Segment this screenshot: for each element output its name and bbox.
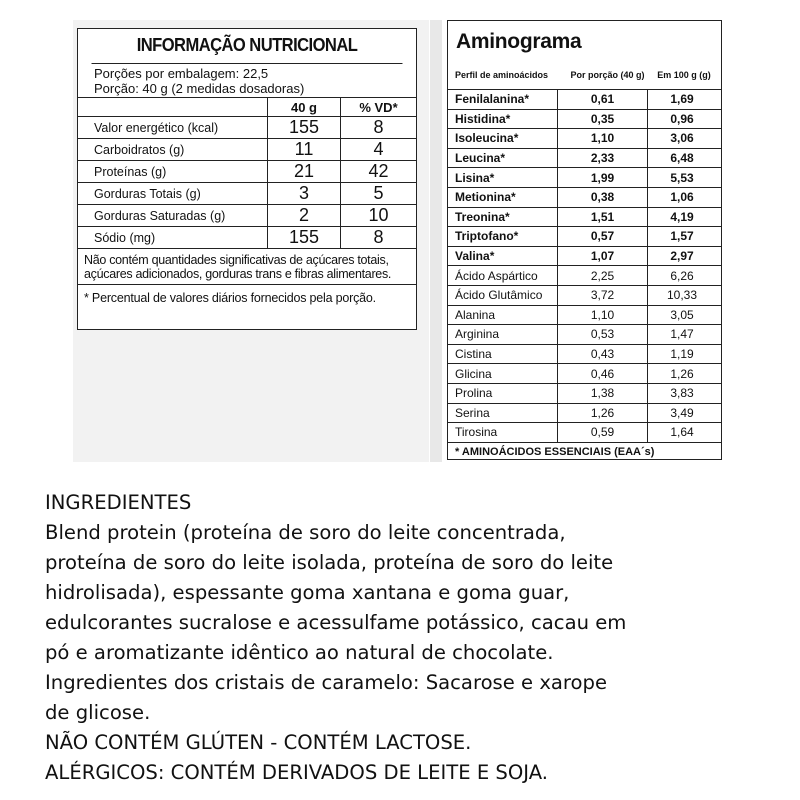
- amino-portion: 1,51: [558, 208, 648, 227]
- amino-per-100g: 0,96: [670, 111, 694, 126]
- nutrition-row: [78, 161, 416, 183]
- ingredients-line: hidrolisada), espessante goma xantana e goma guar,: [45, 581, 570, 604]
- amino-row: [448, 306, 721, 326]
- nutrition-row: [78, 227, 416, 249]
- amino-row: [448, 286, 721, 306]
- portions-per-package: Porções por embalagem: 22,5: [94, 66, 269, 81]
- amino-per-100g: 3,49: [670, 405, 694, 420]
- portion-size: Porção: 40 g (2 medidas dosadoras): [94, 81, 305, 96]
- nutrient-vd: 8: [341, 227, 417, 249]
- ingredients-line: Ingredientes dos cristais de caramelo: Sacarose e xarope: [45, 671, 608, 694]
- amino-name: Arginina: [448, 325, 558, 344]
- nutrient-vd: 42: [341, 161, 417, 183]
- nutrition-facts-table: [77, 28, 417, 330]
- aminogram-footnote: * AMINOÁCIDOS ESSENCIAIS (EAA´s): [455, 445, 655, 458]
- amino-row: [448, 423, 721, 443]
- amino-per-100g: 4,19: [670, 209, 694, 224]
- nutrient-vd: 5: [341, 183, 417, 205]
- nutrient-label: Carboidratos (g): [78, 139, 268, 161]
- amino-portion: 1,99: [558, 168, 648, 187]
- amino-row: [448, 168, 721, 188]
- amino-per-100g: 1,06: [670, 190, 694, 205]
- amino-per-100g: 1,64: [670, 425, 694, 440]
- nutrition-portions: [78, 64, 416, 98]
- col-100g-header: Em 100 g (g): [657, 70, 711, 80]
- nutrient-vd: 8: [341, 117, 417, 139]
- amino-name: Valina*: [448, 247, 558, 266]
- amino-name: Leucina*: [448, 149, 558, 168]
- ingredients-line: de glicose.: [45, 701, 151, 724]
- nutrition-insignificant-note: Não contém quantidades significativas de açúcares totais, açúcares adicionados, gorduras trans e fibras alimentares.: [78, 249, 416, 285]
- nutrition-percent-note: * Percentual de valores diários fornecidos pela porção.: [84, 291, 376, 305]
- amino-name: Treonina*: [448, 208, 558, 227]
- amino-row: [448, 384, 721, 404]
- amino-per-100g: 10,33: [666, 288, 698, 303]
- amino-per-100g: 1,69: [670, 92, 694, 107]
- nutrition-header-blank: [78, 98, 268, 117]
- amino-per-100g: 6,26: [670, 268, 694, 283]
- amino-name: Histidina*: [448, 110, 558, 129]
- amino-per-100g: 1,47: [670, 327, 694, 342]
- amino-portion: 3,72: [558, 286, 648, 305]
- amino-per-100g: 1,26: [670, 366, 694, 381]
- amino-per-100g: 2,97: [670, 249, 694, 264]
- nutrient-amount: 21: [268, 161, 341, 183]
- amino-portion: 1,38: [558, 384, 648, 403]
- nutrient-amount: 2: [268, 205, 341, 227]
- amino-row: [448, 266, 721, 286]
- amino-per-100g: 1,19: [670, 347, 694, 362]
- amino-name: Ácido Glutâmico: [448, 286, 558, 305]
- amino-portion: 2,33: [558, 149, 648, 168]
- amino-portion: 0,61: [558, 90, 648, 109]
- amino-row: [448, 227, 721, 247]
- ingredients-line: Blend protein (proteína de soro do leite concentrada,: [45, 521, 566, 544]
- nutrition-header-row: [78, 98, 416, 117]
- col-profile-header: Perfil de aminoácidos: [455, 70, 549, 80]
- aminogram-rows: [448, 90, 721, 443]
- amino-row: [448, 208, 721, 228]
- amino-name: Tirosina: [448, 423, 558, 442]
- col-vd-header: % VD*: [341, 98, 417, 117]
- amino-name: Serina: [448, 404, 558, 423]
- amino-name: Isoleucina*: [448, 129, 558, 148]
- amino-row: [448, 364, 721, 384]
- nutrient-amount: 155: [268, 227, 341, 249]
- nutrient-amount: 11: [268, 139, 341, 161]
- ingredients-text: [45, 488, 785, 788]
- aminogram-title: Aminograma: [456, 30, 582, 53]
- nutrient-label: Valor energético (kcal): [78, 117, 268, 139]
- nutrient-label: Proteínas (g): [78, 161, 268, 183]
- amino-name: Prolina: [448, 384, 558, 403]
- amino-portion: 0,46: [558, 364, 648, 383]
- amino-portion: 0,59: [558, 423, 648, 442]
- nutrient-vd: 10: [341, 205, 417, 227]
- ingredients-heading: INGREDIENTES: [45, 491, 192, 514]
- nutrition-title: INFORMAÇÃO NUTRICIONAL: [92, 29, 403, 64]
- aminogram-table: [447, 20, 722, 460]
- amino-portion: 1,10: [558, 306, 648, 325]
- amino-row: [448, 149, 721, 169]
- allergen-warning: ALÉRGICOS: CONTÉM DERIVADOS DE LEITE E SOJA.: [45, 761, 549, 784]
- amino-name: Cistina: [448, 345, 558, 364]
- amino-name: Alanina: [448, 306, 558, 325]
- amino-row: [448, 188, 721, 208]
- amino-per-100g: 3,05: [670, 307, 694, 322]
- nutrient-vd: 4: [341, 139, 417, 161]
- amino-portion: 2,25: [558, 266, 648, 285]
- amino-portion: 1,07: [558, 247, 648, 266]
- amino-row: [448, 325, 721, 345]
- amino-portion: 1,10: [558, 129, 648, 148]
- amino-row: [448, 247, 721, 267]
- nutrient-label: Sódio (mg): [78, 227, 268, 249]
- amino-name: Lisina*: [448, 168, 558, 187]
- ingredients-line: pó e aromatizante idêntico ao natural de chocolate.: [45, 641, 554, 664]
- amino-name: Triptofano*: [448, 227, 558, 246]
- amino-row: [448, 129, 721, 149]
- amino-name: Metionina*: [448, 188, 558, 207]
- amino-name: Fenilalanina*: [448, 90, 558, 109]
- nutrition-row: [78, 205, 416, 227]
- ingredients-line: edulcorantes sucralose e acessulfame potássico, cacau em: [45, 611, 627, 634]
- label-background-strip: [430, 20, 442, 462]
- amino-portion: 1,26: [558, 404, 648, 423]
- nutrient-label: Gorduras Totais (g): [78, 183, 268, 205]
- amino-per-100g: 6,48: [670, 151, 694, 166]
- amino-name: Ácido Aspártico: [448, 266, 558, 285]
- amino-row: [448, 345, 721, 365]
- nutrient-label: Gorduras Saturadas (g): [78, 205, 268, 227]
- amino-portion: 0,57: [558, 227, 648, 246]
- nutrient-amount: 155: [268, 117, 341, 139]
- amino-portion: 0,53: [558, 325, 648, 344]
- amino-portion: 0,38: [558, 188, 648, 207]
- amino-portion: 0,43: [558, 345, 648, 364]
- aminogram-header-row: [448, 61, 721, 90]
- nutrition-row: [78, 183, 416, 205]
- amino-per-100g: 5,53: [670, 170, 694, 185]
- col-amount-header: 40 g: [268, 98, 341, 117]
- nutrient-amount: 3: [268, 183, 341, 205]
- nutrition-row: [78, 117, 416, 139]
- amino-per-100g: 1,57: [670, 229, 694, 244]
- amino-name: Glicina: [448, 364, 558, 383]
- amino-portion: 0,35: [558, 110, 648, 129]
- gluten-lactose-warning: NÃO CONTÉM GLÚTEN - CONTÉM LACTOSE.: [45, 731, 472, 754]
- amino-row: [448, 110, 721, 130]
- nutrition-row: [78, 139, 416, 161]
- nutrition-rows: [78, 98, 416, 249]
- ingredients-line: proteína de soro do leite isolada, proteína de soro do leite: [45, 551, 614, 574]
- col-portion-header: Por porção (40 g): [570, 70, 645, 80]
- amino-per-100g: 3,06: [670, 131, 694, 146]
- amino-per-100g: 3,83: [670, 386, 694, 401]
- amino-row: [448, 404, 721, 424]
- amino-row: [448, 90, 721, 110]
